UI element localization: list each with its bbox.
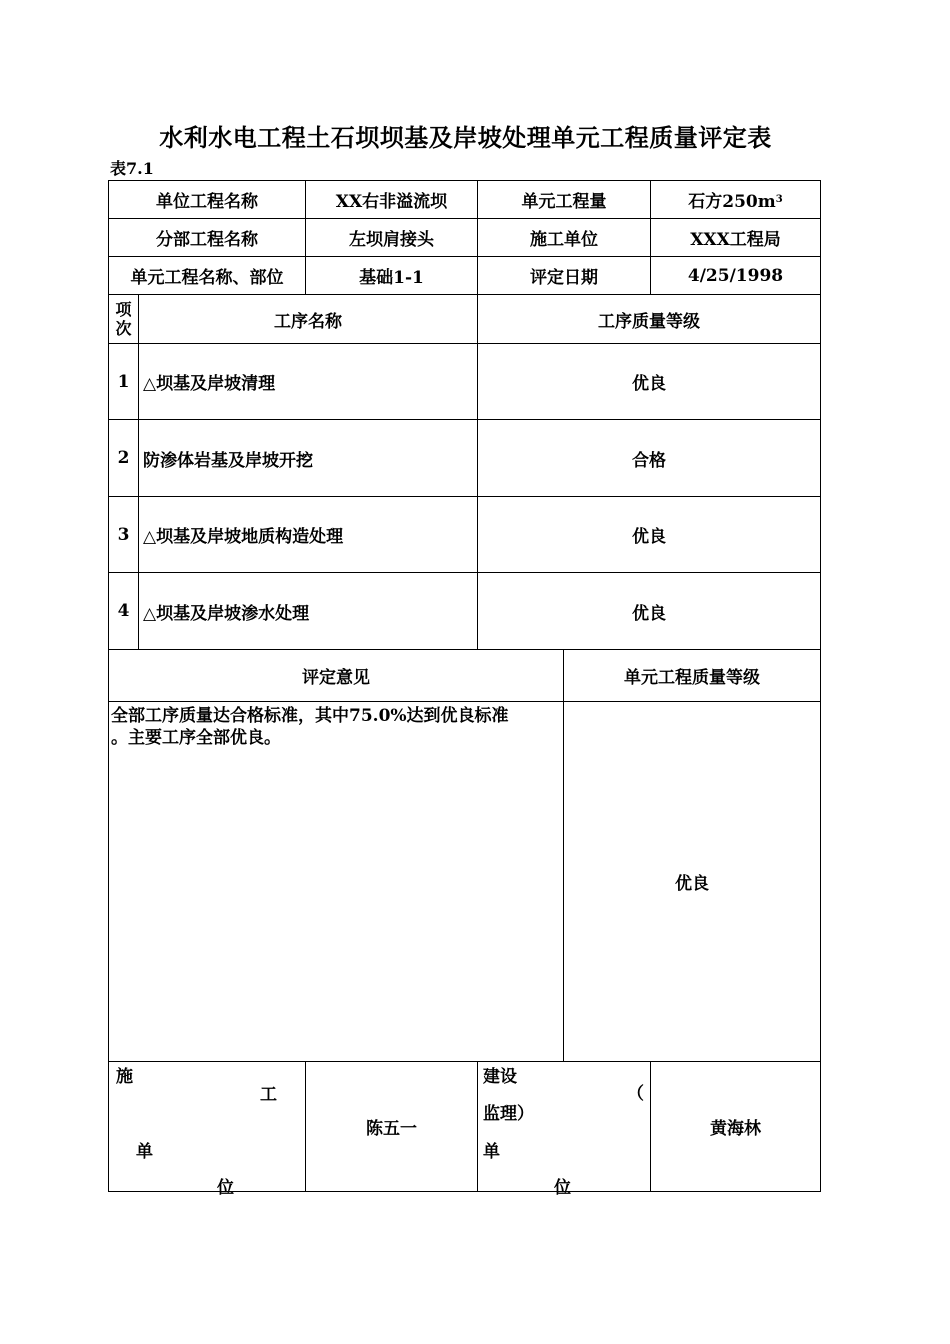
process-name: △坝基及岸坡地质构造处理: [138, 496, 478, 573]
form-title: 水利水电工程土石坝坝基及岸坡处理单元工程质量评定表: [159, 123, 772, 152]
contractor-char-3: 单: [136, 1142, 153, 1162]
contractor-signer: 陈五一: [305, 1061, 478, 1192]
supervisor-char-3: 单: [483, 1142, 500, 1162]
supervisor-paren: （: [627, 1084, 644, 1104]
opinion-text: [108, 701, 564, 1062]
quantity-label: 单元工程量: [477, 180, 651, 219]
process-index: 1: [108, 343, 139, 420]
quantity-value: [650, 180, 821, 219]
contractor-char-2: 工: [260, 1085, 277, 1105]
contractor-value: XXX工程局: [650, 218, 821, 257]
process-grade-header: 工序质量等级: [477, 294, 821, 344]
sub-project-label: 分部工程名称: [108, 218, 306, 257]
process-index: 4: [108, 572, 139, 650]
unit-grade-value: 优良: [563, 701, 821, 1062]
supervisor-line-2: 监理）: [483, 1104, 534, 1124]
unit-project-label: 单位工程名称: [108, 180, 306, 219]
opinion-line-2: 。主要工序全部优良。: [111, 728, 281, 748]
sub-project-value: 左坝肩接头: [305, 218, 478, 257]
unit-grade-header: 单元工程质量等级: [563, 649, 821, 702]
element-label: 单元工程名称、部位: [108, 256, 306, 295]
quantity-number: 石方250m: [688, 192, 776, 212]
supervisor-signer: 黄海林: [650, 1061, 821, 1192]
opinion-header: 评定意见: [108, 649, 564, 702]
contractor-char-1: 施: [116, 1067, 133, 1087]
process-index: 3: [108, 496, 139, 573]
element-value: 基础1-1: [305, 256, 478, 295]
opinion-line-1: 全部工序质量达合格标准，其中75.0%达到优良标准: [111, 706, 509, 726]
process-name-header: 工序名称: [138, 294, 478, 344]
table-number: 表7.1: [110, 159, 154, 178]
contractor-sign-label: [108, 1061, 306, 1198]
supervisor-sign-label: [477, 1061, 651, 1198]
index-header: [108, 294, 139, 344]
index-header-char-1: 项: [115, 300, 132, 319]
process-grade: 优良: [477, 496, 821, 573]
process-name: △坝基及岸坡渗水处理: [138, 572, 478, 650]
process-index: 2: [108, 419, 139, 497]
supervisor-line-1: 建设: [483, 1067, 517, 1087]
process-grade: 优良: [477, 572, 821, 650]
process-grade: 优良: [477, 343, 821, 420]
quantity-unit-sup: 3: [775, 194, 783, 205]
quality-assessment-table: [108, 180, 821, 1198]
process-name: △坝基及岸坡清理: [138, 343, 478, 420]
process-name: 防渗体岩基及岸坡开挖: [138, 419, 478, 497]
contractor-label: 施工单位: [477, 218, 651, 257]
process-grade: 合格: [477, 419, 821, 497]
date-value: 4/25/1998: [650, 256, 821, 295]
date-label: 评定日期: [477, 256, 651, 295]
unit-project-value: XX右非溢流坝: [305, 180, 478, 219]
contractor-char-4: 位: [217, 1178, 234, 1198]
index-header-char-2: 次: [115, 319, 132, 338]
supervisor-char-4: 位: [554, 1178, 571, 1198]
